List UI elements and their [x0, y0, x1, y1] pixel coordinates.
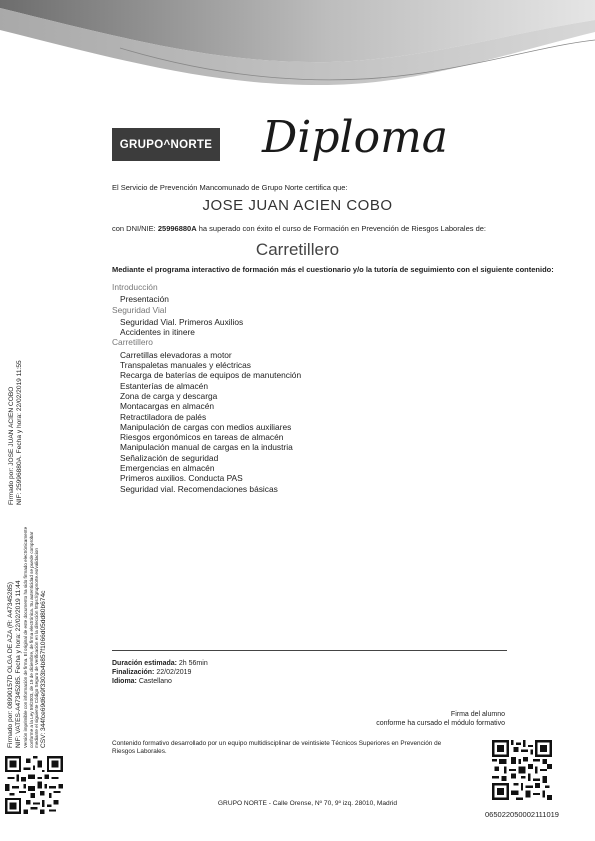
list-item: Manipulación de cargas con medios auxiliares: [120, 421, 292, 432]
training-note: Contenido formativo desarrollado por un equipo multidisciplinar de veintisiete Técnicos Superiores en Prevención de Riesgos Laborales.: [112, 740, 442, 756]
end-date-value: 22/02/2019: [154, 669, 192, 676]
student-name: JOSE JUAN ACIEN COBO: [202, 197, 393, 214]
duration-value: 2h 56min: [176, 660, 208, 667]
stamp-line: Versión imprimible con información de firma. El original de este documento ha sido firmado electrónicamente: [23, 526, 28, 748]
end-date-row: [112, 668, 208, 677]
stamp-line: CSV: 344fce69d6e9f3303b4b857f1066d05dd80b674c: [39, 590, 47, 748]
dni-suffix: ha superado con éxito el curso de Formación en Prevención de Riesgos Laborales de:: [196, 224, 486, 233]
language-value: Castellano: [136, 678, 172, 685]
dni-prefix: con DNI/NIE:: [112, 224, 158, 233]
diploma-title: Diploma: [262, 112, 449, 163]
course-details: [112, 659, 208, 686]
header-wave-banner: [0, 0, 595, 95]
program-line: Mediante el programa interactivo de formación más el cuestionario y/o la tutoría de seguimiento con el siguiente contenido:: [112, 265, 554, 274]
grupo-norte-logo: [112, 128, 220, 161]
course-name: Carretillero: [255, 240, 340, 259]
list-item: Emergencias en almacén: [120, 463, 215, 474]
stamp-line: conforme a la Ley 59/2003, de 19 de diciembre, de firma electrónica. Su autenticidad se puede comprobar: [28, 531, 34, 748]
list-item: Montacargas en almacén: [120, 401, 215, 412]
duration-row: [112, 659, 208, 668]
stamp-line: mediante el siguiente Código Seguro de Verificación en la dirección https://grupnorte.es/validacion: [34, 548, 39, 748]
logo-text: GRUPO^NORTE: [119, 138, 213, 151]
list-item: Seguridad Vial. Primeros Auxilios: [120, 316, 244, 327]
student-signature-block: [340, 710, 505, 728]
stamp-line: Firmado por: 08990157D OLGA DE AZA (R: A47345285): [7, 581, 14, 748]
company-signature-stamp: [7, 527, 48, 748]
list-item: Riesgos ergonómicos en tareas de almacén: [120, 432, 284, 443]
list-item: Transpaletas manuales y eléctricas: [120, 360, 251, 371]
duration-label: Duración estimada:: [112, 660, 177, 667]
dni-value: 25996880A: [157, 224, 197, 233]
stamp-line: NIF: 25996880A. Fecha y hora: 22/02/2019 11:55: [16, 360, 23, 505]
student-signature-stamp: [8, 360, 24, 505]
course-contents: [112, 282, 301, 494]
stamp-line: Firmado por: JOSE JUAN ACIEN COBO: [8, 386, 15, 505]
language-label: Idioma:: [112, 678, 137, 685]
list-item: Primeros auxilios. Conducta PAS: [120, 473, 243, 484]
document-code: 065022050002111019: [485, 810, 559, 819]
section-title: Introducción: [112, 282, 158, 292]
section-title: Seguridad Vial: [112, 304, 167, 315]
list-item: Accidentes in itinere: [120, 327, 195, 338]
signature-line-1: Firma del alumno: [450, 711, 505, 718]
dni-line: [112, 224, 486, 233]
section-title: Carretillero: [112, 337, 153, 348]
end-date-label: Finalización:: [112, 669, 155, 676]
divider: [112, 650, 507, 651]
issuer-line: El Servicio de Prevención Mancomunado de Grupo Norte certifica que:: [112, 183, 348, 192]
list-item: Señalización de seguridad: [120, 452, 219, 463]
list-item: Retractiladora de palés: [120, 411, 207, 422]
list-item: Zona de carga y descarga: [120, 390, 218, 401]
list-item: Manipulación manual de cargas en la industria: [120, 442, 293, 453]
list-item: Recarga de baterías de equipos de manutención: [120, 370, 302, 381]
stamp-line: NIF: VATES-A47345285. Fecha y hora: 22/02/2019 11:44: [15, 580, 22, 748]
language-row: [112, 677, 208, 686]
list-item: Presentación: [120, 294, 169, 305]
verification-qr-code: [492, 740, 552, 800]
company-address: GRUPO NORTE - Calle Orense, Nº 70, 9º izq. 28010, Madrid: [217, 800, 398, 807]
list-item: Estanterías de almacén: [120, 380, 208, 391]
signature-line-2: conforme ha cursado el módulo formativo: [376, 720, 505, 727]
list-item: Seguridad vial. Recomendaciones básicas: [120, 483, 278, 494]
list-item: Carretillas elevadoras a motor: [120, 349, 232, 360]
